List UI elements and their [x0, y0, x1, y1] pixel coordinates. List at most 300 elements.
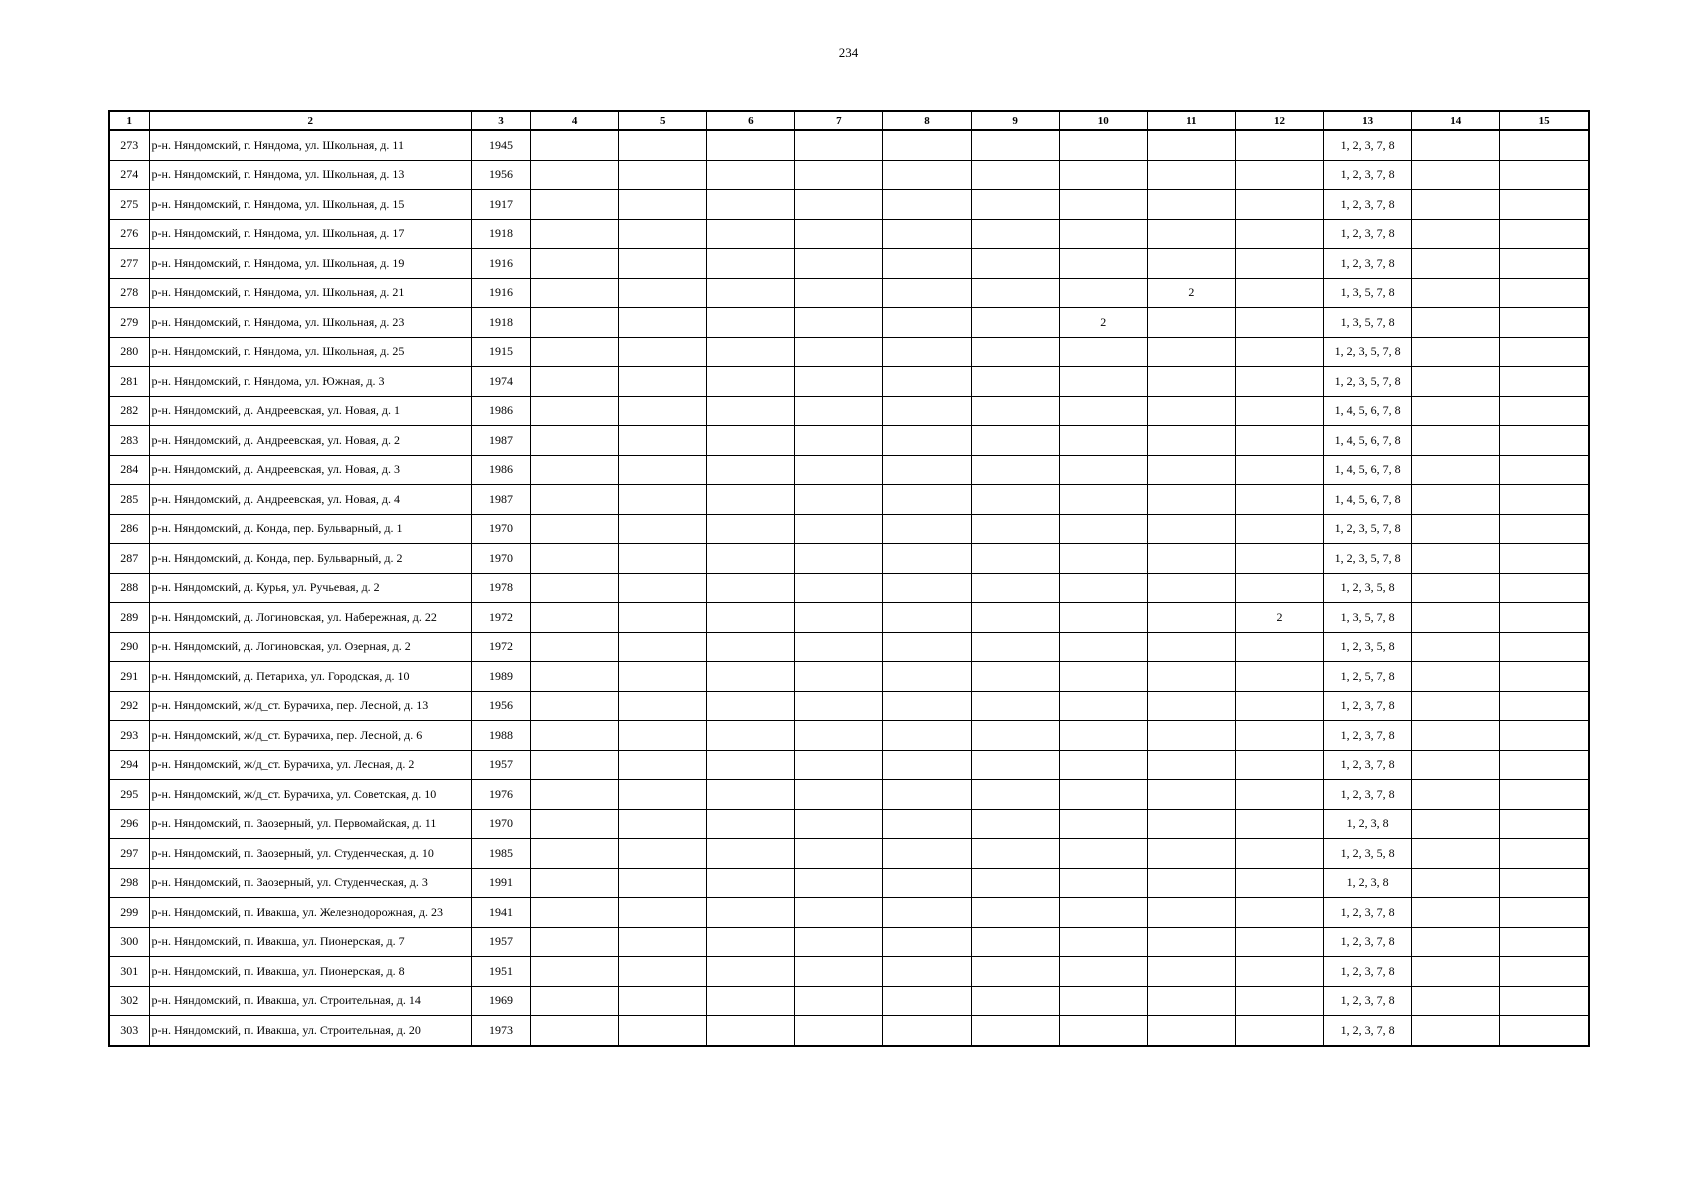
year-cell: 1951: [471, 957, 530, 987]
table-cell: [795, 868, 883, 898]
table-cell: [1235, 721, 1323, 751]
table-cell: [1412, 898, 1500, 928]
table-cell: [619, 514, 707, 544]
table-row: [109, 721, 1589, 751]
table-cell: [883, 691, 971, 721]
table-cell: [1059, 544, 1147, 574]
table-cell: [707, 750, 795, 780]
table-cell: [883, 986, 971, 1016]
table-cell: [707, 868, 795, 898]
table-cell: [531, 130, 619, 160]
table-cell: [707, 927, 795, 957]
row-number-cell: 288: [109, 573, 149, 603]
table-cell: [1500, 957, 1589, 987]
year-cell: 1970: [471, 809, 530, 839]
table-cell: [619, 130, 707, 160]
year-cell: 1972: [471, 632, 530, 662]
column-header-15: 15: [1500, 111, 1589, 130]
table-cell: [971, 249, 1059, 279]
table-cell: [1235, 278, 1323, 308]
codes-cell: 1, 2, 3, 7, 8: [1324, 130, 1412, 160]
table-cell: [1147, 603, 1235, 633]
table-row: [109, 662, 1589, 692]
table-body: [109, 130, 1589, 1046]
table-cell: [795, 750, 883, 780]
year-cell: 1956: [471, 160, 530, 190]
table-cell: [531, 986, 619, 1016]
table-cell: [1235, 780, 1323, 810]
row-number-cell: 277: [109, 249, 149, 279]
address-cell: р-н. Няндомский, д. Андреевская, ул. Новая, д. 4: [149, 485, 471, 515]
codes-cell: 1, 2, 3, 5, 7, 8: [1324, 514, 1412, 544]
table-cell: [971, 190, 1059, 220]
table-row: [109, 986, 1589, 1016]
table-cell: [971, 426, 1059, 456]
table-cell: [1500, 514, 1589, 544]
table-cell: [531, 160, 619, 190]
table-cell: [1059, 1016, 1147, 1046]
table-cell: [1500, 927, 1589, 957]
table-cell: [707, 219, 795, 249]
table-cell: [1500, 337, 1589, 367]
address-cell: р-н. Няндомский, д. Андреевская, ул. Новая, д. 3: [149, 455, 471, 485]
table-cell: [883, 485, 971, 515]
table-row: [109, 1016, 1589, 1046]
table-cell: [883, 750, 971, 780]
table-cell: [971, 957, 1059, 987]
table-cell: [531, 337, 619, 367]
codes-cell: 1, 2, 3, 7, 8: [1324, 986, 1412, 1016]
address-cell: р-н. Няндомский, д. Конда, пер. Бульварный, д. 1: [149, 514, 471, 544]
table-cell: [1059, 662, 1147, 692]
table-cell: [1500, 632, 1589, 662]
table-cell: [1500, 130, 1589, 160]
table-cell: [883, 337, 971, 367]
table-cell: [883, 426, 971, 456]
table-cell: [1500, 780, 1589, 810]
table-cell: [971, 662, 1059, 692]
address-cell: р-н. Няндомский, г. Няндома, ул. Южная, д. 3: [149, 367, 471, 397]
year-cell: 1978: [471, 573, 530, 603]
codes-cell: 1, 2, 5, 7, 8: [1324, 662, 1412, 692]
table-cell: [707, 898, 795, 928]
table-cell: [1059, 219, 1147, 249]
table-cell: [971, 160, 1059, 190]
row-number-cell: 282: [109, 396, 149, 426]
codes-cell: 1, 4, 5, 6, 7, 8: [1324, 455, 1412, 485]
address-cell: р-н. Няндомский, г. Няндома, ул. Школьная, д. 17: [149, 219, 471, 249]
address-cell: р-н. Няндомский, п. Заозерный, ул. Студенческая, д. 10: [149, 839, 471, 869]
table-row: [109, 809, 1589, 839]
table-row: [109, 544, 1589, 574]
table-row: [109, 249, 1589, 279]
year-cell: 1989: [471, 662, 530, 692]
table-cell: [1412, 750, 1500, 780]
table-cell: [531, 367, 619, 397]
table-cell: [795, 691, 883, 721]
table-cell: [1500, 573, 1589, 603]
table-cell: [1059, 603, 1147, 633]
table-cell: [707, 278, 795, 308]
table-cell: [619, 544, 707, 574]
table-cell: [795, 603, 883, 633]
table-cell: [1059, 455, 1147, 485]
table-cell: [619, 190, 707, 220]
table-cell: [971, 603, 1059, 633]
codes-cell: 1, 4, 5, 6, 7, 8: [1324, 396, 1412, 426]
codes-cell: 1, 2, 3, 7, 8: [1324, 750, 1412, 780]
codes-cell: 1, 2, 3, 5, 7, 8: [1324, 367, 1412, 397]
table-cell: [883, 927, 971, 957]
address-cell: р-н. Няндомский, д. Логиновская, ул. Набережная, д. 22: [149, 603, 471, 633]
table-cell: [619, 367, 707, 397]
table-cell: [795, 721, 883, 751]
table-cell: [883, 721, 971, 751]
table-cell: [795, 130, 883, 160]
codes-cell: 1, 3, 5, 7, 8: [1324, 308, 1412, 338]
table-cell: [619, 219, 707, 249]
year-cell: 1917: [471, 190, 530, 220]
table-row: [109, 308, 1589, 338]
table-cell: [1147, 868, 1235, 898]
table-cell: [1412, 485, 1500, 515]
codes-cell: 1, 2, 3, 5, 8: [1324, 573, 1412, 603]
table-cell: [883, 1016, 971, 1046]
table-cell: [1500, 544, 1589, 574]
year-cell: 1918: [471, 219, 530, 249]
table-row: [109, 573, 1589, 603]
table-cell: [531, 485, 619, 515]
address-cell: р-н. Няндомский, г. Няндома, ул. Школьная, д. 21: [149, 278, 471, 308]
table-cell: [707, 603, 795, 633]
table-cell: [1412, 986, 1500, 1016]
table-cell: [1412, 632, 1500, 662]
address-cell: р-н. Няндомский, г. Няндома, ул. Школьная, д. 13: [149, 160, 471, 190]
table-cell: [1235, 367, 1323, 397]
table-cell: [707, 485, 795, 515]
table-cell: [883, 219, 971, 249]
table-cell: [707, 367, 795, 397]
table-cell: [1059, 927, 1147, 957]
column-header-3: 3: [471, 111, 530, 130]
table-cell: [619, 927, 707, 957]
table-cell: [619, 691, 707, 721]
table-cell: [883, 544, 971, 574]
table-cell: [1147, 249, 1235, 279]
year-cell: 1941: [471, 898, 530, 928]
row-number-cell: 300: [109, 927, 149, 957]
table-cell: [1059, 957, 1147, 987]
table-cell: [707, 249, 795, 279]
codes-cell: 1, 2, 3, 5, 7, 8: [1324, 337, 1412, 367]
table-cell: [1500, 485, 1589, 515]
table-cell: [1500, 249, 1589, 279]
table-cell: [1412, 426, 1500, 456]
row-number-cell: 293: [109, 721, 149, 751]
year-cell: 1987: [471, 485, 530, 515]
year-cell: 1970: [471, 544, 530, 574]
table-cell: [531, 691, 619, 721]
codes-cell: 1, 4, 5, 6, 7, 8: [1324, 426, 1412, 456]
table-cell: [795, 514, 883, 544]
table-cell: [1412, 1016, 1500, 1046]
table-cell: [795, 780, 883, 810]
table-cell: [1500, 426, 1589, 456]
table-cell: [619, 308, 707, 338]
table-cell: [795, 396, 883, 426]
table-cell: [795, 544, 883, 574]
table-cell: [1500, 868, 1589, 898]
column-header-12: 12: [1235, 111, 1323, 130]
table-row: [109, 485, 1589, 515]
table-row: [109, 603, 1589, 633]
table-cell: [1059, 337, 1147, 367]
table-cell: [1500, 367, 1589, 397]
year-cell: 1986: [471, 396, 530, 426]
table-cell: [1412, 662, 1500, 692]
address-cell: р-н. Няндомский, ж/д_ст. Бурачиха, ул. Советская, д. 10: [149, 780, 471, 810]
table-cell: [1147, 721, 1235, 751]
address-cell: р-н. Няндомский, г. Няндома, ул. Школьная, д. 11: [149, 130, 471, 160]
table-cell: [1147, 691, 1235, 721]
address-cell: р-н. Няндомский, ж/д_ст. Бурачиха, пер. Лесной, д. 13: [149, 691, 471, 721]
table-cell: [1412, 130, 1500, 160]
address-cell: р-н. Няндомский, ж/д_ст. Бурачиха, ул. Лесная, д. 2: [149, 750, 471, 780]
table-cell: [1235, 190, 1323, 220]
table-cell: [1500, 603, 1589, 633]
table-cell: [531, 278, 619, 308]
table-cell: [1412, 514, 1500, 544]
address-cell: р-н. Няндомский, г. Няндома, ул. Школьная, д. 15: [149, 190, 471, 220]
table-row: [109, 927, 1589, 957]
table-cell: [1412, 544, 1500, 574]
table-cell: [707, 337, 795, 367]
table-cell: [1235, 160, 1323, 190]
table-row: [109, 278, 1589, 308]
table-cell: [1147, 573, 1235, 603]
table-cell: [1412, 868, 1500, 898]
codes-cell: 1, 2, 3, 7, 8: [1324, 898, 1412, 928]
table-cell: [1059, 485, 1147, 515]
table-cell: [1059, 986, 1147, 1016]
row-number-cell: 281: [109, 367, 149, 397]
table-cell: [795, 957, 883, 987]
table-cell: [1500, 160, 1589, 190]
address-cell: р-н. Няндомский, п. Ивакша, ул. Строительная, д. 14: [149, 986, 471, 1016]
table-cell: [531, 898, 619, 928]
row-number-cell: 286: [109, 514, 149, 544]
column-header-10: 10: [1059, 111, 1147, 130]
table-row: [109, 957, 1589, 987]
table-cell: [1412, 455, 1500, 485]
table-cell: [1235, 544, 1323, 574]
table-cell: [1412, 160, 1500, 190]
table-cell: [707, 544, 795, 574]
year-cell: 1972: [471, 603, 530, 633]
table-cell: [971, 455, 1059, 485]
table-cell: [971, 544, 1059, 574]
table-cell: [795, 662, 883, 692]
codes-cell: 1, 2, 3, 7, 8: [1324, 927, 1412, 957]
table-cell: [1147, 927, 1235, 957]
row-number-cell: 278: [109, 278, 149, 308]
table-cell: [531, 455, 619, 485]
table-cell: [1235, 455, 1323, 485]
table-cell: [619, 396, 707, 426]
table-cell: [1500, 986, 1589, 1016]
table-cell: [531, 396, 619, 426]
table-cell: [971, 986, 1059, 1016]
table-cell: [883, 957, 971, 987]
table-cell: [1412, 603, 1500, 633]
table-cell: [1500, 396, 1589, 426]
table-cell: [531, 603, 619, 633]
row-number-cell: 273: [109, 130, 149, 160]
table-cell: [883, 130, 971, 160]
table-cell: [1500, 839, 1589, 869]
table-cell: [1235, 219, 1323, 249]
year-cell: 1956: [471, 691, 530, 721]
table-cell: [1500, 1016, 1589, 1046]
column-header-1: 1: [109, 111, 149, 130]
table-cell: [531, 249, 619, 279]
table-cell: [707, 632, 795, 662]
table-cell: [1235, 426, 1323, 456]
table-cell: [707, 691, 795, 721]
column-header-9: 9: [971, 111, 1059, 130]
table-cell: [1412, 249, 1500, 279]
table-cell: [531, 750, 619, 780]
table-cell: [1412, 367, 1500, 397]
table-cell: [1235, 957, 1323, 987]
table-cell: 2: [1235, 603, 1323, 633]
row-number-cell: 292: [109, 691, 149, 721]
table-cell: [795, 1016, 883, 1046]
row-number-cell: 299: [109, 898, 149, 928]
table-cell: [1059, 632, 1147, 662]
table-row: [109, 839, 1589, 869]
table-cell: [531, 190, 619, 220]
table-cell: [971, 396, 1059, 426]
table-cell: [531, 927, 619, 957]
table-cell: [707, 780, 795, 810]
page-number: 234: [838, 45, 859, 60]
table-cell: [883, 308, 971, 338]
table-cell: [1412, 278, 1500, 308]
table-cell: [1500, 219, 1589, 249]
table-cell: [707, 721, 795, 751]
table-cell: [971, 337, 1059, 367]
codes-cell: 1, 2, 3, 7, 8: [1324, 249, 1412, 279]
table-cell: [795, 367, 883, 397]
table-cell: [619, 780, 707, 810]
table-cell: [1412, 927, 1500, 957]
year-cell: 1915: [471, 337, 530, 367]
table-cell: [1500, 898, 1589, 928]
table-cell: [619, 278, 707, 308]
row-number-cell: 275: [109, 190, 149, 220]
table-row: [109, 426, 1589, 456]
table-cell: [531, 308, 619, 338]
year-cell: 1945: [471, 130, 530, 160]
table-cell: [1412, 337, 1500, 367]
year-cell: 1991: [471, 868, 530, 898]
table-cell: [1147, 485, 1235, 515]
table-cell: [883, 396, 971, 426]
table-cell: [1147, 514, 1235, 544]
address-cell: р-н. Няндомский, п. Ивакша, ул. Пионерская, д. 8: [149, 957, 471, 987]
table-cell: [883, 603, 971, 633]
table-cell: [1412, 573, 1500, 603]
table-row: [109, 455, 1589, 485]
table-cell: [1412, 308, 1500, 338]
row-number-cell: 301: [109, 957, 149, 987]
table-row: [109, 396, 1589, 426]
row-number-cell: 294: [109, 750, 149, 780]
table-cell: [1059, 426, 1147, 456]
table-cell: [1059, 750, 1147, 780]
row-number-cell: 274: [109, 160, 149, 190]
table-cell: [1147, 780, 1235, 810]
table-cell: [1147, 662, 1235, 692]
address-cell: р-н. Няндомский, д. Петариха, ул. Городская, д. 10: [149, 662, 471, 692]
table-cell: [971, 839, 1059, 869]
address-cell: р-н. Няндомский, г. Няндома, ул. Школьная, д. 19: [149, 249, 471, 279]
table-cell: [707, 190, 795, 220]
codes-cell: 1, 2, 3, 5, 7, 8: [1324, 544, 1412, 574]
year-cell: 1973: [471, 1016, 530, 1046]
table-cell: [883, 249, 971, 279]
table-cell: [1412, 957, 1500, 987]
column-header-5: 5: [619, 111, 707, 130]
row-number-cell: 280: [109, 337, 149, 367]
year-cell: 1976: [471, 780, 530, 810]
row-number-cell: 290: [109, 632, 149, 662]
table-cell: [1147, 839, 1235, 869]
table-cell: [1235, 750, 1323, 780]
table-cell: [883, 839, 971, 869]
table-cell: [795, 337, 883, 367]
table-cell: [531, 1016, 619, 1046]
codes-cell: 1, 2, 3, 5, 8: [1324, 839, 1412, 869]
table-cell: [1059, 160, 1147, 190]
column-header-14: 14: [1412, 111, 1500, 130]
table-cell: [883, 662, 971, 692]
table-cell: [1235, 308, 1323, 338]
row-number-cell: 279: [109, 308, 149, 338]
table-cell: [1059, 691, 1147, 721]
table-cell: [531, 514, 619, 544]
table-cell: [1235, 514, 1323, 544]
codes-cell: 1, 2, 3, 7, 8: [1324, 957, 1412, 987]
table-cell: [619, 809, 707, 839]
table-cell: [971, 632, 1059, 662]
table-cell: [1412, 219, 1500, 249]
table-cell: [531, 662, 619, 692]
table-cell: [1235, 662, 1323, 692]
table-cell: [971, 573, 1059, 603]
table-cell: [1500, 691, 1589, 721]
year-cell: 1916: [471, 278, 530, 308]
table-row: [109, 190, 1589, 220]
table-cell: [707, 308, 795, 338]
column-header-13: 13: [1324, 111, 1412, 130]
table-cell: [795, 986, 883, 1016]
table-cell: [707, 514, 795, 544]
table-cell: [1147, 809, 1235, 839]
table-cell: [971, 721, 1059, 751]
table-cell: [1147, 986, 1235, 1016]
